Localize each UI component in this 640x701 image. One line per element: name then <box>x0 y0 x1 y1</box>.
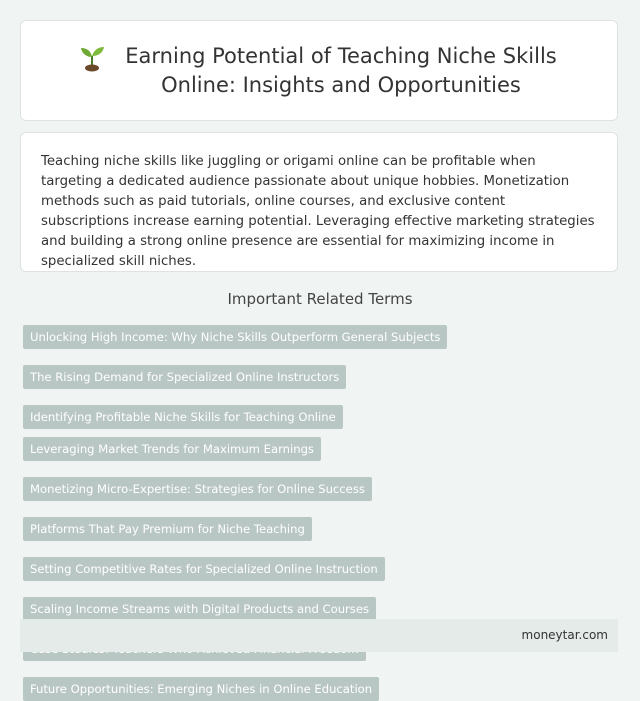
related-terms-heading: Important Related Terms <box>227 290 413 308</box>
intro-card <box>20 132 618 272</box>
title-card <box>20 20 618 121</box>
related-term-tag[interactable]: Unlocking High Income: Why Niche Skills Outperform General Subjects <box>23 325 447 349</box>
sprout-icon <box>77 42 107 72</box>
related-term-tag[interactable]: Future Opportunities: Emerging Niches in Online Education <box>23 677 379 701</box>
footer <box>20 619 618 652</box>
intro-paragraph: Teaching niche skills like juggling or origami online can be profitable when targeting a dedicated audience passionate about unique hobbies. Monetization methods such as paid tutorials, online courses, and exclusive content subscriptions increase earning potential. Leveraging effective marketing strategies and building a strong online presence are essential for maximizing income in specialized skill niches. <box>41 154 595 269</box>
related-term-tag[interactable]: The Rising Demand for Specialized Online Instructors <box>23 365 346 389</box>
related-term-tag[interactable]: Setting Competitive Rates for Specialized Online Instruction <box>23 557 385 581</box>
related-term-tag[interactable]: Platforms That Pay Premium for Niche Teaching <box>23 517 312 541</box>
related-term-tag[interactable]: Leveraging Market Trends for Maximum Earnings <box>23 437 321 461</box>
related-term-tag[interactable]: Identifying Profitable Niche Skills for Teaching Online <box>23 405 343 429</box>
site-link[interactable]: moneytar.com <box>521 628 608 642</box>
title-row <box>57 42 581 100</box>
related-term-tag[interactable]: Scaling Income Streams with Digital Products and Courses <box>23 597 376 621</box>
page-title: Earning Potential of Teaching Niche Skills Online: Insights and Opportunities <box>125 43 557 97</box>
related-term-tag[interactable]: Monetizing Micro-Expertise: Strategies for Online Success <box>23 477 372 501</box>
